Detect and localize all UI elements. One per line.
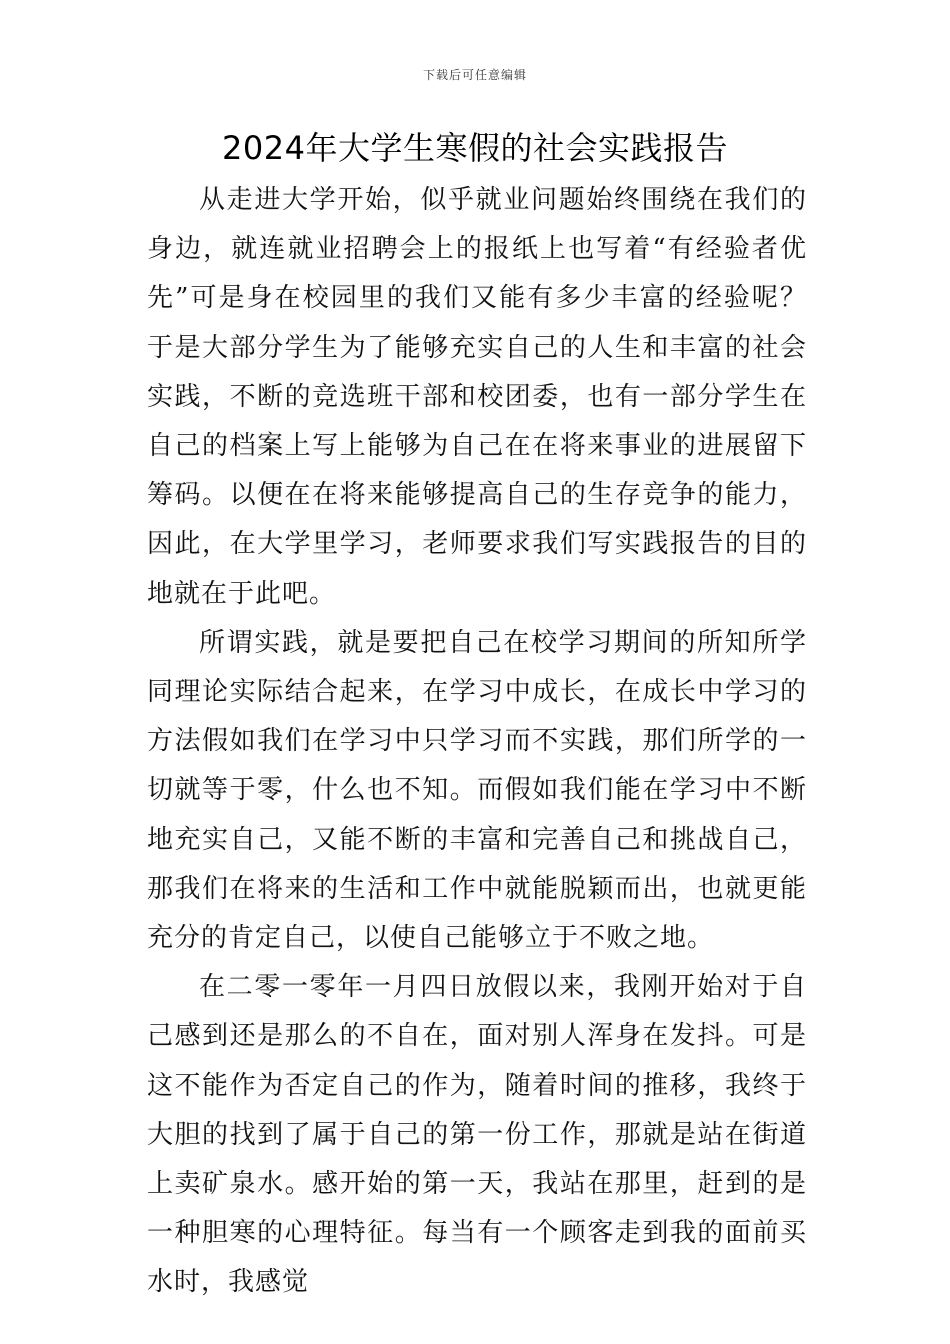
document-body (147, 176, 807, 1308)
paragraph-1: 从走进大学开始，似乎就业问题始终围绕在我们的身边，就连就业招聘会上的报纸上也写着“有经验者优先”可是身在校园里的我们又能有多少丰富的经验呢？于是大部分学生为了能够充实自己的人生和丰富的社会实践，不断的竞选班干部和校团委，也有一部分学生在自己的档案上写上能够为自己在在将来事业的进展留下筹码。以便在在将来能够提高自己的生存竞争的能力，因此，在大学里学习，老师要求我们写实践报告的目的地就在于此吧。 (147, 185, 807, 609)
paragraph-2: 所谓实践，就是要把自己在校学习期间的所知所学同理论实际结合起来，在学习中成长，在成长中学习的方法假如我们在学习中只学习而不实践，那们所学的一切就等于零，什么也不知。而假如我们能在学习中不断地充实自己，又能不断的丰富和完善自己和挑战自己，那我们在将来的生活和工作中就能脱颖而出，也就更能充分的肯定自己，以使自己能够立于不败之地。 (147, 627, 807, 954)
header-note: 下载后可任意编辑 (422, 68, 527, 82)
document-title: 2024年大学生寒假的社会实践报告 (222, 129, 728, 167)
paragraph-3: 在二零一零年一月四日放假以来，我刚开始对于自己感到还是那么的不自在，面对别人浑身在发抖。可是这不能作为否定自己的作为，随着时间的推移，我终于大胆的找到了属于自己的第一份工作，那就是站在街道上卖矿泉水。感开始的第一天，我站在那里，赶到的是一种胆寒的心理特征。每当有一个顾客走到我的面前买水时，我感觉 (147, 972, 807, 1298)
